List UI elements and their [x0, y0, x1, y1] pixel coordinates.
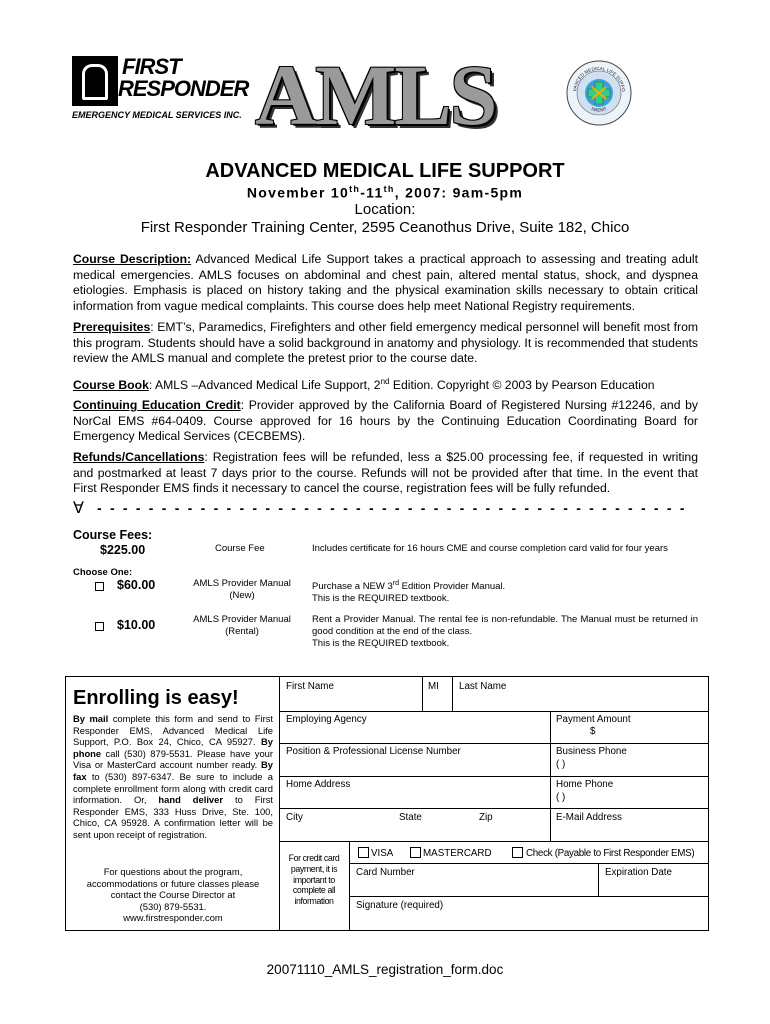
position-license-field[interactable]: Position & Professional License Number	[286, 746, 461, 757]
location-address: First Responder Training Center, 2595 Ceanothus Drive, Suite 182, Chico	[140, 219, 630, 236]
zip-field[interactable]: Zip	[479, 812, 493, 823]
card-number-field[interactable]: Card Number	[356, 867, 415, 878]
credit-card-note: For credit card payment, it is important to complete all information	[288, 853, 340, 907]
first-responder-mark-icon	[72, 56, 118, 106]
payment-amount-field[interactable]: Payment Amount	[556, 714, 631, 725]
check-payment-checkbox[interactable]	[512, 847, 523, 858]
course-fees-heading: Course Fees:	[73, 528, 153, 542]
option-new-manual-amount: $60.00	[117, 578, 156, 592]
seal-text-bottom: NAEMT	[590, 106, 608, 113]
state-field[interactable]: State	[399, 812, 422, 823]
dashed-divider: - - - - - - - - - - - - - - - - - - - - - - - - - - - - - - - - - - - - - - - - - - - - - -	[97, 500, 687, 516]
home-address-field[interactable]: Home Address	[286, 779, 351, 790]
course-fee-label: Course Fee	[215, 543, 265, 554]
check-payment-label: Check (Payable to First Responder EMS)	[526, 848, 695, 859]
option-new-manual-name: AMLS Provider Manual (New)	[193, 578, 291, 601]
enrolling-instructions: By mail complete this form and send to First Responder EMS, Advanced Medical Life Support, P.O. Box 24, Chico, CA 95927. By phone call (530) 879-5531. Please have your Visa or MasterCard account number ready. By fax to (530) 897-6347. Be sure to include a complete enrollment form along with credit card information. Or, hand deliver to First Responder EMS, 333 Huss Drive, Ste. 100, Chico, CA 95928. A confirmation letter will be sent upon receipt of registration.	[73, 713, 273, 840]
home-phone-parens: ( )	[556, 792, 566, 803]
visa-label: VISA	[371, 848, 394, 859]
prerequisites: Prerequisites: EMT’s, Paramedics, Firefighters and other field emergency medical personnel will benefit most from this program. Students should have a solid background in anatomy and physiology. It is recommended that students review the AMLS manual and complete the pretest prior to the course date.	[73, 320, 698, 365]
enrolling-title: Enrolling is easy!	[73, 687, 239, 709]
location-label: Location:	[354, 201, 416, 218]
visa-checkbox[interactable]	[358, 847, 369, 858]
registration-form	[65, 676, 709, 931]
cut-line	[73, 500, 698, 517]
course-fee-description: Includes certificate for 16 hours CME and course completion card valid for four years	[312, 543, 668, 554]
option-rental-manual-description: Rent a Provider Manual. The rental fee is non-refundable. The Manual must be returned in good condition at the end of the class. This is the REQUIRED textbook.	[312, 614, 698, 649]
scissor-icon: ∀	[73, 500, 84, 517]
option-rental-manual-amount: $10.00	[117, 618, 156, 632]
course-date: November 10th-11th, 2007: 9am-5pm	[246, 184, 524, 201]
logo-subtitle: EMERGENCY MEDICAL SERVICES INC.	[72, 110, 242, 120]
home-phone-field[interactable]: Home Phone	[556, 779, 614, 790]
naemt-seal-logo	[566, 60, 632, 126]
option-rental-manual-checkbox[interactable]	[95, 622, 104, 631]
document-filename: 20071110_AMLS_registration_form.doc	[266, 962, 504, 977]
seal-text-top: VANCED MEDICAL LIFE SUPPO	[572, 65, 627, 92]
first-responder-logo	[72, 54, 249, 122]
business-phone-parens: ( )	[556, 759, 566, 770]
continuing-education-credit: Continuing Education Credit: Provider approved by the California Board of Registered Nursing #12246, and by NorCal EMS #64-0409. Course approved for 16 hours by the Continuing Education Coordinating Board for Emergency Medical Services (CECBEMS).	[73, 398, 698, 443]
last-name-field[interactable]: Last Name	[459, 681, 507, 692]
email-field[interactable]: E-Mail Address	[556, 812, 622, 823]
enrolling-contact: For questions about the program, accommodations or future classes please contact the Course Director at (530) 879-5531. www.firstresponder.com	[86, 866, 260, 924]
page-title: ADVANCED MEDICAL LIFE SUPPORT	[205, 160, 565, 182]
mastercard-checkbox[interactable]	[410, 847, 421, 858]
course-book: Course Book: AMLS –Advanced Medical Life Support, 2nd Edition. Copyright © 2003 by Pearson Education	[73, 377, 655, 393]
option-new-manual-checkbox[interactable]	[95, 582, 104, 591]
refunds-cancellations: Refunds/Cancellations: Registration fees will be refunded, less a $25.00 processing fee, if requested in writing and postmarked at least 7 days prior to the course. Refunds will not be provided after that time. In the event that First Responder EMS finds it necessary to cancel the course, registration fees will be fully refunded.	[73, 450, 698, 495]
payment-dollar-sign: $	[590, 726, 596, 737]
enrolling-panel	[66, 677, 280, 930]
middle-initial-field[interactable]: MI	[428, 681, 439, 692]
amls-wordmark-logo: AMLS	[255, 47, 496, 143]
course-description: Course Description: Advanced Medical Life Support takes a practical approach to assessing and treating adult medical emergencies. AMLS focuses on abdominal and chest pain, altered mental status, shock, and dyspnea etiologies. Emphasis is placed on history taking and the physical examination skills necessary to obtain critical information from vague medical complaints. This course does help meet National Registry requirements.	[73, 252, 698, 313]
choose-one-label: Choose One:	[73, 567, 133, 578]
mastercard-label: MASTERCARD	[423, 848, 492, 859]
expiration-date-field[interactable]: Expiration Date	[605, 867, 672, 878]
logo-line-first: FIRST	[122, 54, 181, 79]
option-new-manual-description: Purchase a NEW 3rd Edition Provider Manual. This is the REQUIRED textbook.	[312, 580, 506, 605]
employing-agency-field[interactable]: Employing Agency	[286, 714, 367, 725]
course-fee-amount: $225.00	[100, 543, 146, 557]
option-rental-manual-name: AMLS Provider Manual (Rental)	[193, 614, 291, 637]
logo-line-responder: RESPONDER	[118, 76, 249, 101]
city-field[interactable]: City	[286, 812, 303, 823]
business-phone-field[interactable]: Business Phone	[556, 746, 627, 757]
first-name-field[interactable]: First Name	[286, 681, 334, 692]
signature-field[interactable]: Signature (required)	[356, 900, 444, 911]
